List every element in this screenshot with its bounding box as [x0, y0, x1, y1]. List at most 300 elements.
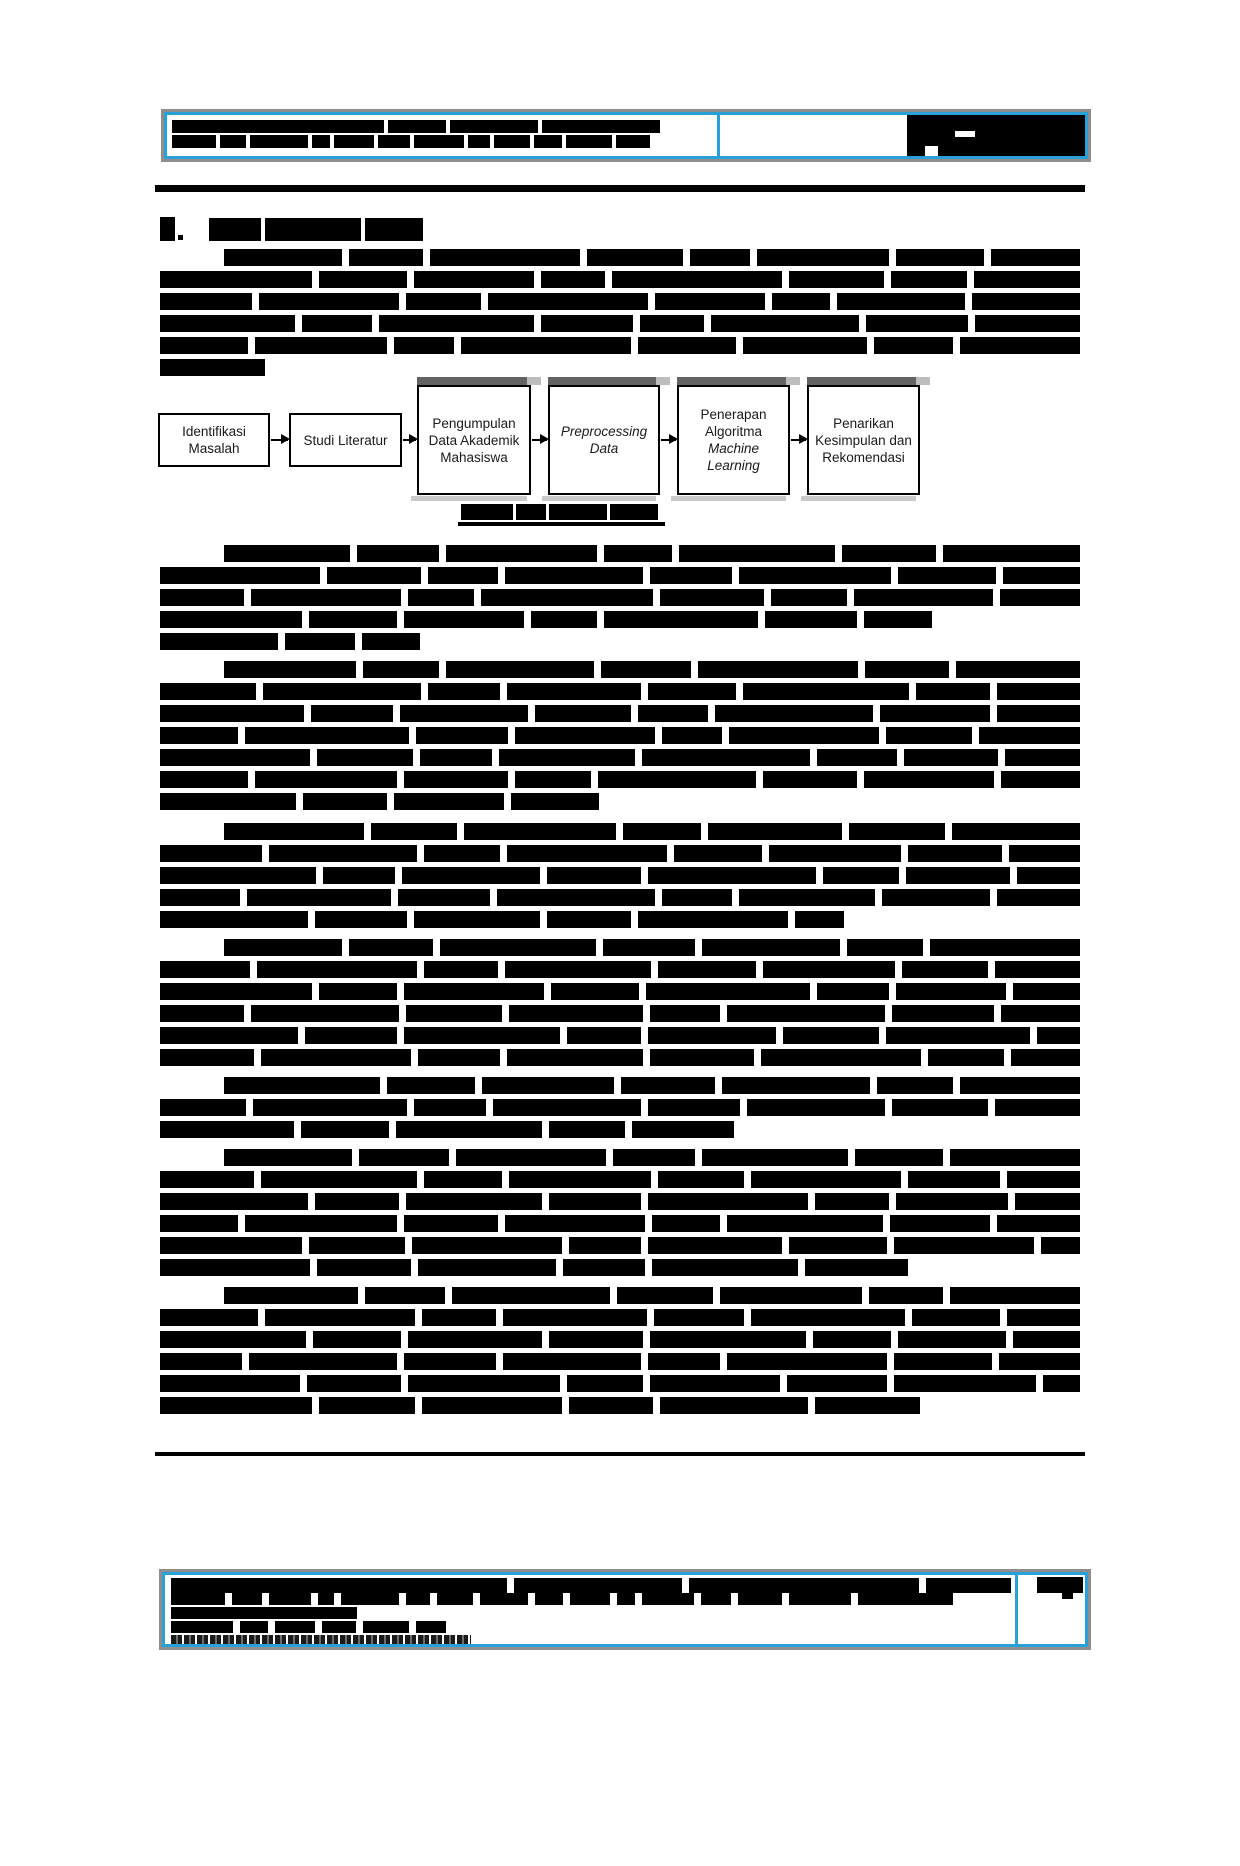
redaction-bar — [1013, 1331, 1080, 1348]
redaction-bar — [261, 1049, 411, 1066]
heading-numeral-redaction — [160, 217, 175, 241]
heading-numeral-dot — [178, 235, 183, 240]
bottom-rule — [155, 1452, 1085, 1456]
redaction-bar — [172, 120, 384, 133]
redaction-bar — [160, 867, 316, 884]
redaction-bar — [547, 867, 641, 884]
redaction-bar — [160, 961, 250, 978]
redaction-bar — [302, 315, 372, 332]
paragraph-redaction — [160, 1284, 1080, 1416]
redaction-bar — [160, 911, 308, 928]
redaction-bar — [640, 315, 704, 332]
redaction-bar — [743, 683, 909, 700]
redaction-bar — [319, 983, 397, 1000]
redaction-bar — [507, 845, 667, 862]
redacted-text-line — [160, 1074, 1080, 1096]
redaction-bar — [569, 1237, 641, 1254]
redaction-bar — [275, 1621, 315, 1633]
redaction-bar — [378, 135, 410, 148]
redaction-bar — [450, 120, 538, 133]
redaction-bar — [638, 705, 708, 722]
redacted-text-line — [160, 1046, 1080, 1068]
redaction-bar — [265, 218, 361, 241]
redaction-bar — [837, 293, 965, 310]
redaction-bar — [499, 749, 635, 766]
redaction-bar — [654, 1309, 744, 1326]
redaction-gap — [955, 131, 975, 137]
redaction-bar — [823, 867, 899, 884]
redaction-bar — [172, 135, 216, 148]
redaction-bar — [563, 1259, 645, 1276]
redacted-text-line — [160, 1234, 1080, 1256]
redacted-text-line — [160, 1350, 1080, 1372]
redaction-bar — [898, 1331, 1006, 1348]
redaction-bar — [507, 683, 641, 700]
redaction-bar — [319, 271, 407, 288]
redacted-text-line — [160, 1190, 1080, 1212]
redaction-bar — [224, 1287, 358, 1304]
redaction-bar — [547, 911, 631, 928]
redaction-bar — [616, 135, 650, 148]
redaction-bar — [997, 1215, 1080, 1232]
flow-arrow — [271, 439, 288, 441]
redaction-bar — [232, 1593, 262, 1605]
redaction-bar — [253, 1099, 407, 1116]
redacted-text-line — [461, 504, 661, 520]
box-label: Algoritma — [704, 424, 763, 439]
redaction-bar — [1001, 771, 1080, 788]
redaction-bar — [362, 633, 420, 650]
flowchart-box-penarikan-kesimpulan — [807, 385, 920, 495]
redaction-bar — [309, 611, 397, 628]
redaction-bar — [817, 983, 889, 1000]
redacted-text-line — [160, 842, 1080, 864]
redaction-bar — [497, 889, 655, 906]
redaction-bar — [318, 1593, 334, 1605]
redaction-bar — [805, 1259, 908, 1276]
redaction-bar — [456, 1149, 606, 1166]
redaction-bar — [763, 771, 857, 788]
redaction-bar — [160, 983, 312, 1000]
redacted-text-line — [160, 1372, 1080, 1394]
redaction-bar — [440, 939, 596, 956]
redacted-text-line — [160, 268, 1080, 290]
redacted-text-line — [160, 356, 1080, 378]
redaction-bar — [974, 271, 1080, 288]
redaction-bar — [738, 1593, 782, 1605]
redaction-bar — [509, 1005, 643, 1022]
redaction-bar — [650, 567, 732, 584]
redaction-bar — [960, 1077, 1080, 1094]
flowchart-box-studi-literatur — [289, 413, 402, 467]
redaction-bar — [689, 1578, 919, 1593]
redaction-bar — [269, 845, 417, 862]
redaction-bar — [365, 1287, 445, 1304]
redaction-bar — [437, 1593, 473, 1605]
redaction-bar — [245, 727, 409, 744]
redaction-bar — [646, 983, 810, 1000]
redaction-bar — [307, 1375, 401, 1392]
redaction-bar — [249, 1353, 397, 1370]
redaction-bar — [997, 683, 1080, 700]
redaction-bar — [638, 911, 788, 928]
redaction-bar — [515, 727, 655, 744]
redaction-bar — [315, 1193, 399, 1210]
redaction-bar — [424, 961, 498, 978]
flow-arrow — [532, 439, 547, 441]
redaction-bar — [408, 589, 474, 606]
footer-page-number-redaction — [1062, 1593, 1073, 1599]
redaction-bar — [815, 1397, 920, 1414]
redaction-bar — [507, 1049, 643, 1066]
redacted-text-line — [160, 936, 1080, 958]
redaction-bar — [727, 1353, 887, 1370]
heading-title-redaction — [209, 217, 427, 241]
redaction-bar — [160, 845, 262, 862]
redaction-bar — [505, 961, 651, 978]
redaction-bar — [363, 661, 439, 678]
redaction-bar — [263, 683, 421, 700]
redaction-bar — [908, 845, 1002, 862]
flowchart-box-preprocessing-data — [548, 385, 660, 495]
header-issue-redaction — [907, 115, 1085, 156]
redaction-bar — [1017, 867, 1080, 884]
redacted-text-line — [171, 1620, 1015, 1634]
box-label: Kesimpulan dan — [815, 432, 912, 448]
redaction-bar — [160, 359, 265, 376]
redaction-bar — [535, 705, 631, 722]
redaction-bar — [160, 1353, 242, 1370]
redaction-bar — [224, 1077, 380, 1094]
redacted-text-line — [160, 702, 1080, 724]
redaction-bar — [408, 1375, 560, 1392]
redaction-bar — [789, 1593, 851, 1605]
redaction-bar — [482, 1077, 614, 1094]
redaction-bar — [642, 749, 810, 766]
redaction-bar — [1009, 845, 1080, 862]
redaction-bar — [950, 1287, 1080, 1304]
redaction-bar — [648, 1193, 808, 1210]
redaction-bar — [341, 1593, 399, 1605]
flowchart-box-pengumpulan-data — [417, 385, 531, 495]
redaction-bar — [160, 683, 256, 700]
redaction-bar — [404, 1353, 496, 1370]
paragraph-redaction — [160, 820, 1080, 930]
redaction-bar — [531, 611, 597, 628]
redaction-bar — [739, 889, 875, 906]
redaction-bar — [160, 611, 302, 628]
redaction-bar — [655, 293, 765, 310]
redaction-bar — [481, 589, 653, 606]
redaction-bar — [418, 1049, 500, 1066]
redaction-bar — [880, 705, 990, 722]
redaction-bar — [265, 1309, 415, 1326]
redaction-gap — [925, 146, 938, 156]
redaction-bar — [255, 337, 387, 354]
redaction-bar — [908, 1171, 1000, 1188]
box-label: Mahasiswa — [440, 449, 508, 465]
redaction-bar — [240, 1621, 268, 1633]
redaction-bar — [388, 120, 446, 133]
redaction-bar — [160, 1027, 298, 1044]
redaction-bar — [430, 249, 580, 266]
paragraph-redaction — [160, 1074, 1080, 1140]
redaction-bar — [858, 1593, 953, 1605]
box-label: Studi Literatur — [303, 432, 388, 448]
redaction-bar — [1000, 589, 1080, 606]
redaction-bar — [727, 1215, 883, 1232]
redaction-bar — [551, 983, 639, 1000]
redaction-bar — [160, 1121, 294, 1138]
redacted-text-line — [171, 1578, 1015, 1592]
redacted-text-line — [160, 768, 1080, 790]
redaction-bar — [566, 135, 612, 148]
redaction-bar — [357, 545, 439, 562]
redaction-bar — [488, 293, 648, 310]
redaction-bar — [420, 749, 492, 766]
redaction-bar — [877, 1077, 953, 1094]
redaction-bar — [727, 1005, 885, 1022]
redacted-text-line — [160, 246, 1080, 268]
redaction-bar — [160, 1237, 302, 1254]
redaction-bar — [567, 1027, 641, 1044]
redaction-bar — [171, 1607, 357, 1619]
flow-arrow — [791, 439, 806, 441]
redacted-text-line — [160, 746, 1080, 768]
redaction-bar — [855, 1149, 943, 1166]
footer-page-number-redaction — [1037, 1577, 1083, 1593]
redaction-bar — [323, 867, 395, 884]
redacted-text-line — [160, 958, 1080, 980]
redaction-bar — [461, 337, 631, 354]
redaction-bar — [995, 1099, 1080, 1116]
redaction-bar — [160, 567, 320, 584]
redaction-bar — [493, 1099, 641, 1116]
redaction-bar — [674, 845, 762, 862]
redacted-text-line — [160, 1146, 1080, 1168]
redacted-text-line — [160, 1212, 1080, 1234]
redaction-bar — [765, 611, 857, 628]
redaction-bar — [660, 589, 764, 606]
header-title-redaction — [172, 119, 717, 149]
redaction-bar — [896, 249, 984, 266]
redaction-bar — [698, 661, 858, 678]
redaction-bar — [160, 633, 278, 650]
flow-arrow — [403, 439, 416, 441]
redaction-bar — [865, 661, 949, 678]
redaction-bar — [894, 1237, 1034, 1254]
redaction-bar — [259, 293, 399, 310]
redaction-bar — [414, 135, 464, 148]
redaction-bar — [570, 1593, 610, 1605]
redaction-bar — [160, 1049, 254, 1066]
flowchart — [158, 378, 964, 502]
redaction-bar — [613, 1149, 695, 1166]
redaction-bar — [424, 1171, 502, 1188]
redaction-bar — [904, 749, 998, 766]
header-issue-cell — [720, 115, 1085, 156]
paragraph-redaction — [160, 542, 1080, 652]
redaction-bar — [514, 1578, 682, 1593]
redaction-bar — [612, 271, 782, 288]
redaction-bar — [224, 249, 342, 266]
redaction-bar — [638, 337, 736, 354]
redaction-bar — [301, 1121, 389, 1138]
redaction-bar — [424, 845, 500, 862]
redaction-bar — [404, 611, 524, 628]
redaction-bar — [658, 961, 756, 978]
redacted-text-line — [160, 864, 1080, 886]
redacted-text-line — [160, 608, 1080, 630]
redaction-bar — [408, 1331, 542, 1348]
redaction-bar — [892, 1005, 994, 1022]
redaction-bar — [997, 705, 1080, 722]
redaction-bar — [679, 545, 835, 562]
redaction-bar — [1037, 1027, 1080, 1044]
redaction-bar — [315, 911, 407, 928]
redaction-bar — [160, 271, 312, 288]
redaction-bar — [610, 504, 658, 520]
redaction-bar — [702, 1149, 848, 1166]
redaction-bar — [422, 1397, 562, 1414]
redacted-text-line — [160, 630, 1080, 652]
redaction-bar — [916, 683, 990, 700]
redaction-bar — [446, 661, 594, 678]
redaction-bar — [224, 545, 350, 562]
redaction-bar — [601, 661, 691, 678]
redaction-bar — [690, 249, 750, 266]
redacted-text-line — [160, 1256, 1080, 1278]
redaction-bar — [652, 1259, 798, 1276]
redaction-bar — [480, 1593, 528, 1605]
redaction-bar — [334, 135, 374, 148]
paragraph-redaction — [160, 658, 1080, 812]
redaction-bar — [160, 293, 252, 310]
redacted-text-line — [160, 586, 1080, 608]
redaction-bar — [892, 1099, 988, 1116]
redaction-bar — [950, 1149, 1080, 1166]
redaction-bar — [416, 727, 508, 744]
redaction-bar — [160, 1005, 244, 1022]
redaction-bar — [894, 1353, 992, 1370]
redaction-bar — [1013, 983, 1080, 1000]
redaction-bar — [309, 1237, 405, 1254]
redaction-bar — [621, 1077, 715, 1094]
redaction-bar — [894, 1375, 1036, 1392]
redaction-bar — [220, 135, 246, 148]
redaction-bar — [534, 135, 562, 148]
redaction-bar — [864, 771, 994, 788]
flow-arrow — [661, 439, 676, 441]
redaction-bar — [379, 315, 534, 332]
footer-page-number-cell — [1015, 1575, 1085, 1644]
redaction-bar — [769, 845, 901, 862]
redaction-bar — [428, 567, 498, 584]
redaction-bar — [648, 1237, 782, 1254]
redaction-bar — [468, 135, 490, 148]
redaction-bar — [772, 293, 830, 310]
redaction-bar — [224, 661, 356, 678]
redaction-bar — [930, 939, 1080, 956]
redaction-bar — [761, 1049, 921, 1066]
redaction-bar — [446, 545, 597, 562]
redaction-bar — [898, 567, 996, 584]
redacted-text-line — [160, 542, 1080, 564]
redaction-bar — [400, 705, 528, 722]
redaction-bar — [648, 867, 816, 884]
redaction-bar — [406, 1005, 502, 1022]
footer-text-cell — [165, 1575, 1015, 1644]
redaction-bar — [751, 1171, 901, 1188]
redaction-bar — [567, 1375, 643, 1392]
redaction-bar — [251, 589, 401, 606]
redaction-bar — [505, 1215, 645, 1232]
redaction-bar — [160, 1397, 312, 1414]
redaction-bar — [787, 1375, 887, 1392]
box-label: Machine — [707, 441, 760, 456]
header-title-cell — [167, 115, 720, 156]
redacted-text-line — [160, 1168, 1080, 1190]
redaction-bar — [313, 1331, 401, 1348]
redaction-bar — [617, 1287, 713, 1304]
redaction-bar — [715, 705, 873, 722]
redaction-bar — [327, 567, 421, 584]
paragraph-redaction — [160, 246, 1080, 378]
redaction-bar — [250, 135, 308, 148]
footer-text-redaction — [171, 1578, 1015, 1634]
redaction-bar — [428, 683, 500, 700]
redaction-bar — [603, 939, 695, 956]
redaction-bar — [406, 1593, 430, 1605]
box-label: Rekomendasi — [822, 449, 905, 465]
redacted-text-line — [160, 1024, 1080, 1046]
redaction-bar — [422, 1309, 496, 1326]
box-label: Masalah — [188, 441, 240, 456]
flowchart-box-identifikasi-masalah — [158, 413, 270, 467]
paragraph-redaction — [160, 1146, 1080, 1278]
redaction-bar — [658, 1171, 744, 1188]
redaction-bar — [505, 567, 643, 584]
redaction-bar — [549, 1193, 641, 1210]
redaction-bar — [1001, 1005, 1080, 1022]
redacted-text-line — [209, 217, 427, 241]
redacted-text-line — [160, 908, 1080, 930]
redaction-bar — [247, 889, 391, 906]
redaction-bar — [1041, 1237, 1080, 1254]
redacted-text-line — [160, 312, 1080, 334]
redaction-bar — [975, 315, 1080, 332]
redaction-bar — [303, 793, 387, 810]
redaction-bar — [604, 611, 758, 628]
figure-caption-redaction — [461, 504, 661, 520]
redaction-bar — [209, 218, 261, 241]
redaction-bar — [160, 793, 296, 810]
redaction-bar — [363, 1621, 409, 1633]
redaction-bar — [956, 661, 1080, 678]
redaction-bar — [414, 1099, 486, 1116]
redaction-bar — [255, 771, 397, 788]
redacted-text-line — [160, 820, 1080, 842]
redaction-bar — [896, 983, 1006, 1000]
redacted-text-line — [160, 334, 1080, 356]
box-label: Learning — [707, 458, 760, 473]
redaction-bar — [847, 939, 923, 956]
redaction-bar — [160, 1309, 258, 1326]
box-label: Preprocessing — [560, 424, 648, 439]
redaction-bar — [406, 293, 481, 310]
redaction-bar — [312, 135, 330, 148]
redaction-bar — [815, 1193, 889, 1210]
